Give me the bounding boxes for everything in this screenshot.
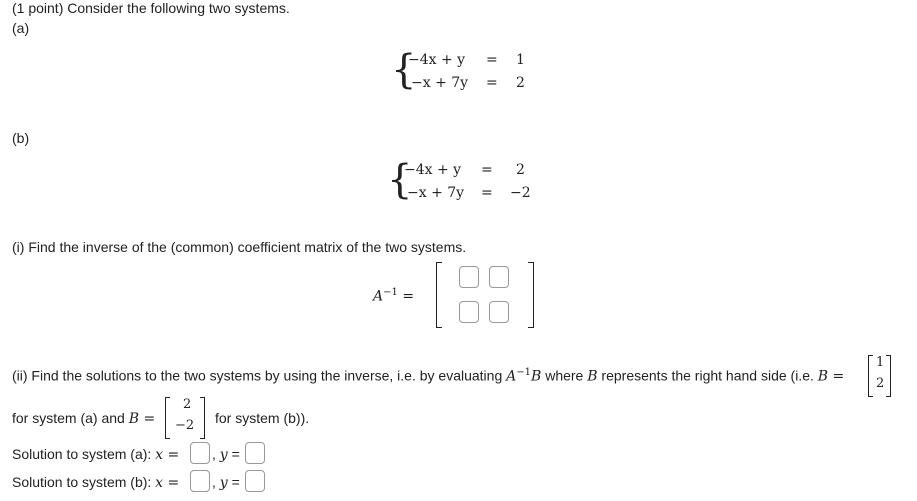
problem-header: (1 point) Consider the following two systems.	[12, 0, 290, 16]
system-a-brace: {	[391, 47, 417, 93]
system-b-eq2-rhs: −2	[510, 185, 531, 201]
q2-B4: B	[128, 411, 139, 427]
q2-eq2: =	[139, 411, 156, 427]
q2-text-mid: where	[541, 367, 588, 384]
solution-b-y-eq: =	[227, 474, 240, 490]
vector-a-bottom: 2	[876, 376, 885, 391]
matrix-a12-input[interactable]	[489, 266, 509, 288]
inverse-label-A: A	[373, 288, 384, 305]
solution-b-y-label	[212, 474, 240, 491]
matrix-a21-input[interactable]	[459, 301, 479, 323]
solution-a-label-text: Solution to system (a):	[12, 446, 156, 462]
system-b-eq1-rhs: 2	[516, 162, 525, 178]
solution-b-x-var: x	[155, 475, 164, 491]
system-a-eq1-rhs: 1	[516, 52, 525, 68]
solution-a-y-input[interactable]	[245, 442, 265, 464]
solution-a-sep: ,	[212, 446, 216, 462]
solution-a-x-var: x	[155, 447, 164, 463]
matrix-right-bracket	[528, 262, 534, 328]
system-a-eq1-sign: =	[486, 52, 498, 68]
question-ii-line2	[12, 410, 155, 427]
solution-a-y-label	[212, 446, 240, 463]
system-a-eq2-rhs: 2	[516, 75, 525, 91]
solution-b-label	[12, 474, 179, 491]
system-b-brace: {	[387, 157, 413, 203]
q2-text-end: represents the right hand side (i.e.	[597, 367, 818, 384]
system-a-eq2-sign: =	[486, 75, 498, 91]
part-a-label: (a)	[12, 20, 30, 36]
vector-b-left-bracket	[165, 397, 170, 439]
q2-sup: −1	[516, 367, 532, 378]
system-b-eq2-lhs: −x + 7y	[407, 185, 465, 201]
q2-eq: =	[828, 368, 845, 385]
q2-line2-end: for system (b)).	[215, 410, 310, 426]
vector-b-right-bracket	[200, 397, 205, 439]
solution-a-x-input[interactable]	[190, 442, 210, 464]
vector-a-right-bracket	[886, 355, 891, 397]
solution-a-label	[12, 446, 179, 463]
vector-a-top: 1	[876, 355, 885, 370]
question-i-text: (i) Find the inverse of the (common) coefficient matrix of the two systems.	[12, 239, 467, 255]
q2-B2: B	[587, 368, 598, 385]
solution-b-label-text: Solution to system (b):	[12, 474, 156, 490]
solution-b-sep: ,	[212, 474, 216, 490]
q2-B3: B	[817, 368, 829, 385]
solution-a-y-var: y	[219, 447, 228, 463]
matrix-a11-input[interactable]	[459, 266, 479, 288]
q2-text-start: (ii) Find the solutions to the two systems by using the inverse, i.e. by evaluating	[12, 367, 507, 384]
system-b-eq2-sign: =	[481, 185, 493, 201]
system-b-eq1-lhs: −4x + y	[404, 162, 462, 178]
matrix-left-bracket	[436, 262, 442, 328]
q2-line2-start: for system (a) and	[12, 410, 129, 426]
system-b-eq1-sign: =	[481, 162, 493, 178]
vector-b-top: 2	[183, 397, 192, 412]
inverse-label-sup: −1	[383, 287, 398, 298]
vector-a-left-bracket	[868, 355, 873, 397]
inverse-label-eq: =	[402, 288, 415, 305]
system-a-eq1-lhs: −4x + y	[408, 52, 466, 68]
q2-A: A	[506, 368, 517, 385]
inverse-label	[373, 287, 414, 305]
matrix-a22-input[interactable]	[489, 301, 509, 323]
solution-b-y-var: y	[219, 475, 228, 491]
solution-a-x-eq: =	[163, 447, 180, 463]
solution-b-x-input[interactable]	[190, 470, 210, 492]
solution-a-y-eq: =	[227, 446, 240, 462]
vector-b-bottom: −2	[175, 418, 195, 433]
part-b-label: (b)	[12, 130, 30, 146]
question-ii-line1	[12, 367, 844, 385]
q2-B: B	[531, 368, 542, 385]
solution-b-y-input[interactable]	[245, 470, 265, 492]
solution-b-x-eq: =	[163, 475, 180, 491]
system-a-eq2-lhs: −x + 7y	[411, 75, 469, 91]
